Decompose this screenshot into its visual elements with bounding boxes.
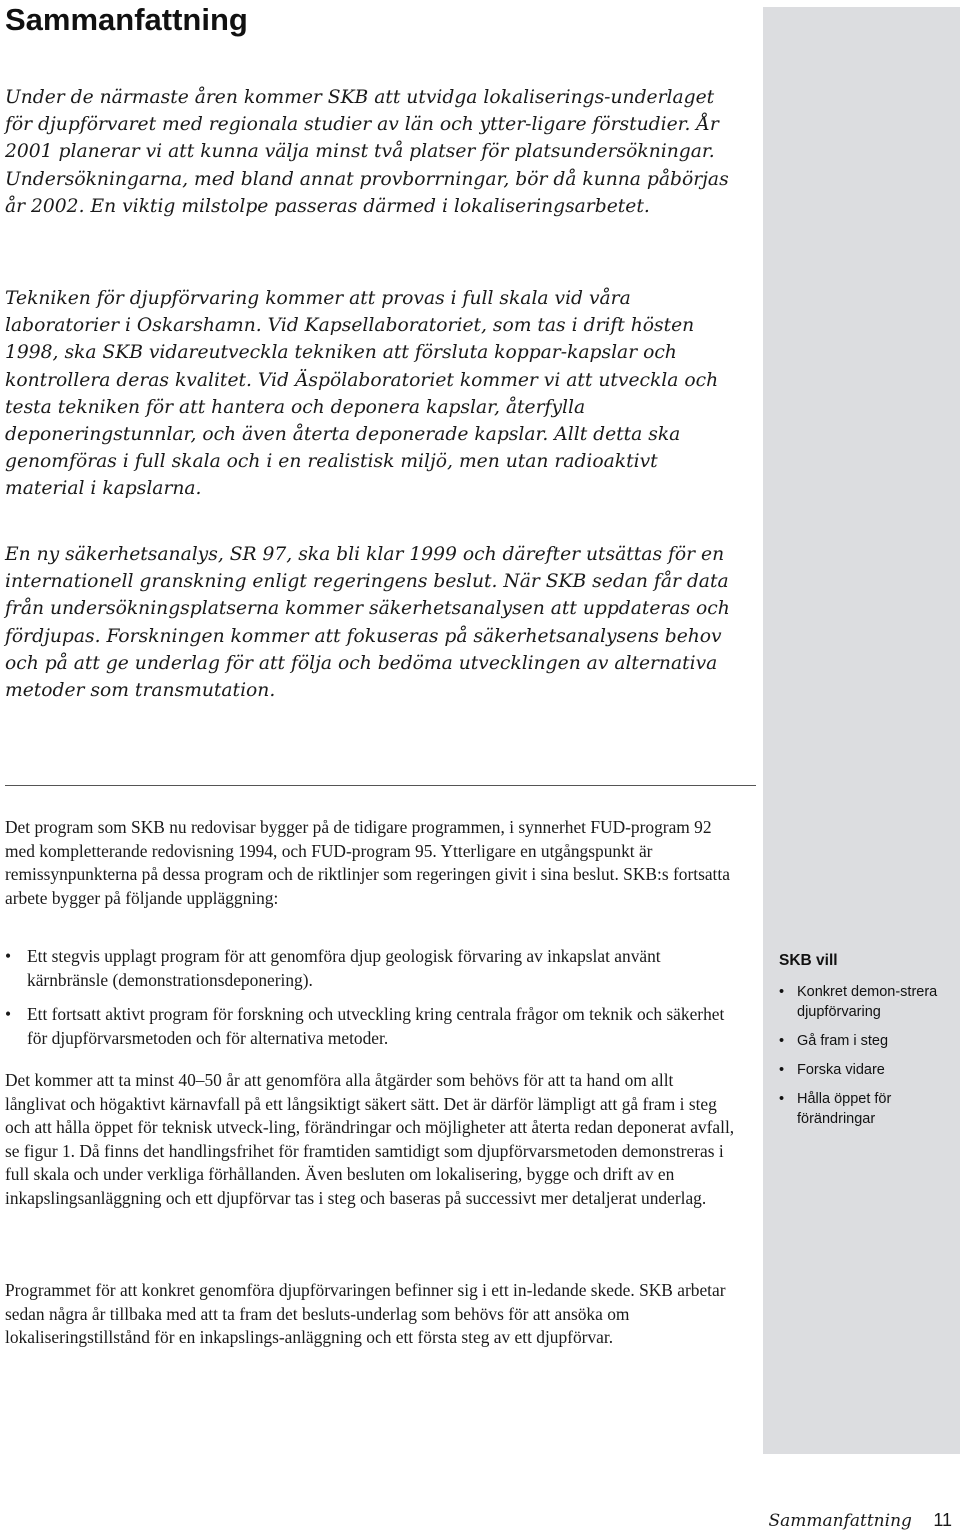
lead-paragraph-2: Tekniken för djupförvaring kommer att provas i full skala vid våra laboratorier i Oskarshamn. Vid Kapsellaboratoriet, som tas i drift hösten 1998, ska SKB vidareutveckla tekniken att försluta koppar-kapslar och kontrollera deras kvalitet. Vid Äspölaboratoriet kommer vi att utveckla och testa tekniken för att hantera och deponera kapslar, återfylla deponeringstunnlar, och även återta deponerade kapslar. Allt detta ska genomföras i full skala och i en realistisk miljö, men utan radioaktivt material i kapslarna. [5, 288, 719, 500]
aside-item: • Gå fram i steg [779, 1031, 954, 1051]
aside-item: • Hålla öppet för förändringar [779, 1089, 954, 1129]
page-footer [768, 1508, 952, 1533]
footer-section-label: Sammanfattning [768, 1511, 912, 1531]
body-intro-paragraph: Det program som SKB nu redovisar bygger på de tidigare programmen, i synnerhet FUD-program 92 med kompletterande redovisning 1994, och FUD-program 95. Ytterligare en utgångspunkt är remissynpunkterna på dessa program och de riktlinjer som regeringen givit i sina beslut. SKB:s fortsatta arbete bygger på följande uppläggning: [5, 817, 730, 908]
body-paragraph-2: Det kommer att ta minst 40–50 år att genomföra alla åtgärder som behövs för att ta hand om allt långlivat och högaktivt kärnavfall på ett långsiktigt säkert sätt. Det är därför lämpligt att gå fram i steg och att hålla öppet för teknisk utveck-ling, förändringar och möjligheter att återta redan deponerat avfall, se figur 1. Då finns det handlingsfrihet för framtiden samtidigt som djupförvarsmetoden demonstreras i full skala och under verkliga förhållanden. Även besluten om lokalisering, bygge och drift av en inkapslingsanläggning och ett djupförvar tas i steg och baseras på successivt mer detaljerat underlag. [5, 1070, 735, 1208]
sidebar-band [763, 7, 960, 1454]
sidebar-aside [779, 950, 954, 1138]
body-paragraph-3: Programmet för att konkret genomföra djupförvaringen befinner sig i ett in-ledande skede. SKB arbetar sedan några år tillbaka med att ta fram det besluts-underlag som behövs för att ansöka om lokaliseringstillstånd för en inkapslings-anläggning och ett första steg av ett djupförvar. [5, 1280, 726, 1348]
page-title: Sammanfattning [5, 2, 248, 37]
body-bullet-list [5, 945, 735, 1061]
aside-title: SKB vill [779, 952, 838, 969]
aside-item: • Konkret demon-strera djupförvaring [779, 982, 954, 1022]
aside-list [779, 982, 954, 1129]
section-divider [5, 785, 756, 786]
lead-paragraph-3: En ny säkerhetsanalys, SR 97, ska bli klar 1999 och därefter utsättas för en internationell granskning enligt regeringens beslut. När SKB sedan får data från undersökningsplatserna kommer säkerhetsanalysen att uppdateras och fördjupas. Forskningen kommer att fokuseras på säkerhetsanalysens behov och på att ge underlag för att följa och bedöma utvecklingen av alternativa metoder som transmutation. [5, 544, 730, 702]
aside-item: • Forska vidare [779, 1060, 954, 1080]
list-item: • Ett fortsatt aktivt program för forskning och utveckling kring centrala frågor om teknik och säkerhet för djupförvarsmetoden och för alternativa metoder. [5, 1003, 735, 1050]
list-item: • Ett stegvis upplagt program för att genomföra djup geologisk förvaring av inkapslat använt kärnbränsle (demonstrationsdeponering). [5, 945, 735, 992]
lead-paragraph-1: Under de närmaste åren kommer SKB att utvidga lokaliserings-underlaget för djupförvaret med regionala studier av län och ytter-ligare förstudier. År 2001 planerar vi att kunna välja minst två platser för platsundersökningar. Undersökningarna, med bland annat provborrningar, bör då kunna påbörjas år 2002. En viktig milstolpe passeras därmed i lokaliseringsarbetet. [5, 87, 729, 217]
page-number: 11 [933, 1510, 952, 1530]
